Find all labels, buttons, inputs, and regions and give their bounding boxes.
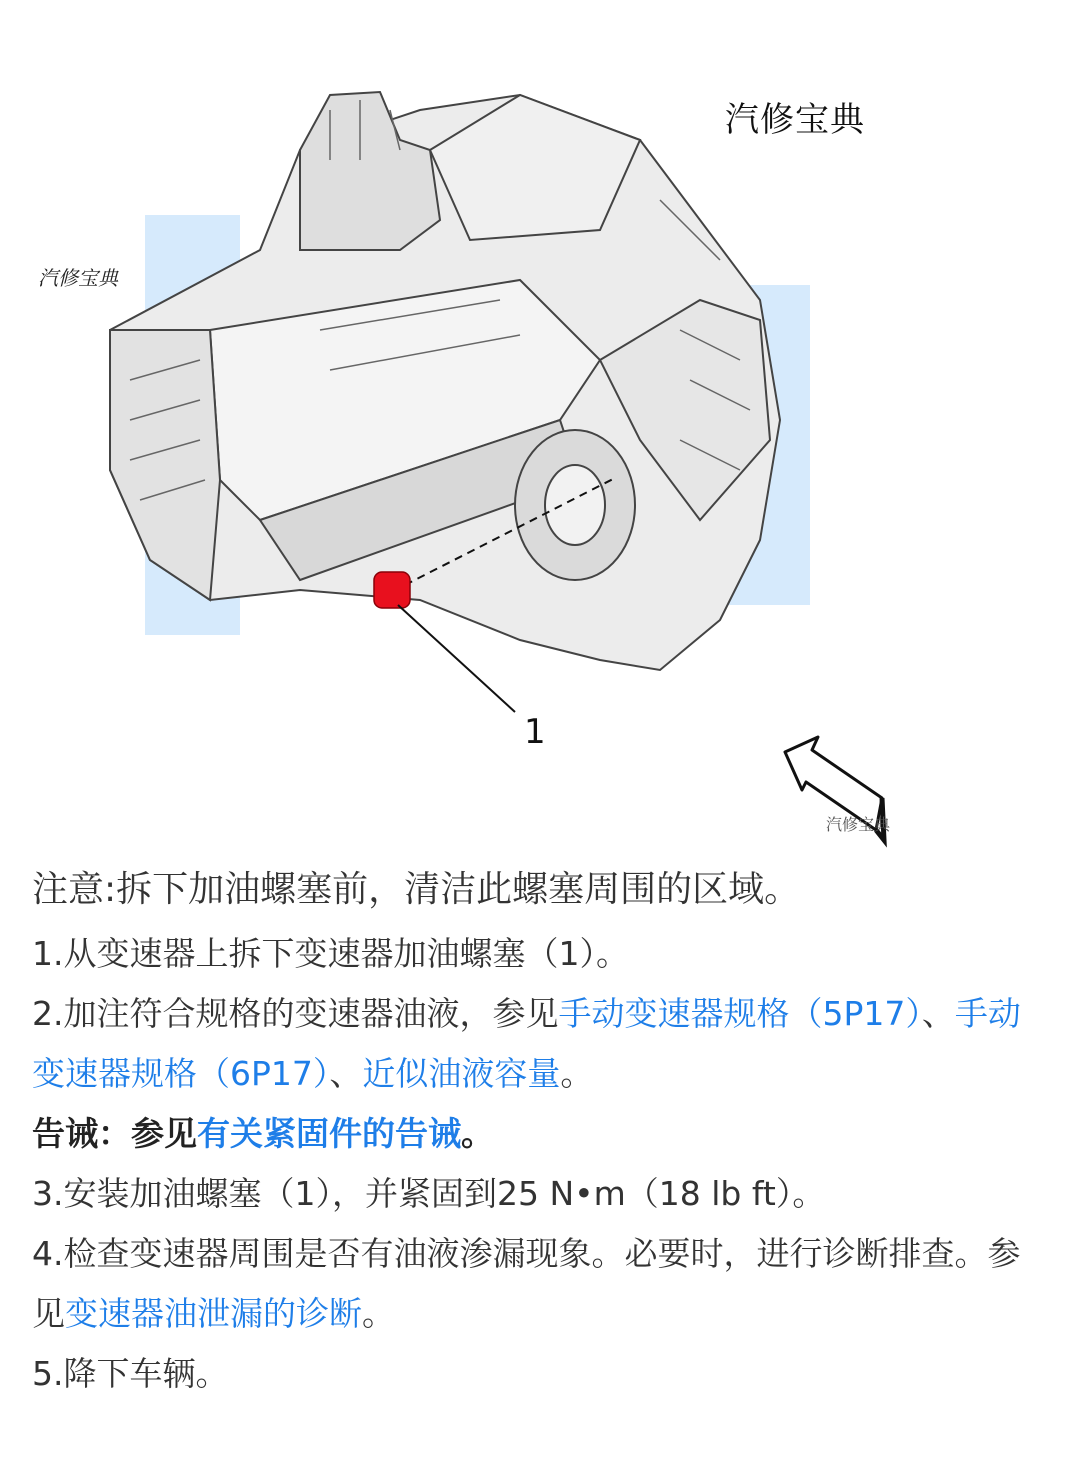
separator: 、	[329, 1054, 363, 1093]
link-manual-trans-spec-6p17[interactable]: 手动变速器规格（6P17）	[32, 994, 1021, 1093]
step-4-end: 。	[362, 1294, 395, 1333]
watermark-text: 汽修宝典	[725, 100, 865, 140]
step-2-text: 2.加注符合规格的变速器油液，参见	[32, 994, 559, 1033]
step-2-end: 。	[560, 1054, 594, 1093]
callout-number: 1	[524, 712, 546, 752]
watermark-arrow-text: 汽修宝典	[826, 815, 891, 834]
caution-note: 注意:拆下加油螺塞前，清洁此螺塞周围的区域。	[32, 869, 801, 910]
link-fastener-caution[interactable]: 有关紧固件的告诫	[197, 1114, 461, 1153]
link-manual-trans-spec-5p17[interactable]: 手动变速器规格（5P17）	[558, 994, 922, 1033]
link-fluid-leak-diagnosis[interactable]: 变速器油泄漏的诊断	[65, 1294, 362, 1333]
fill-plug	[374, 572, 410, 608]
link-fluid-capacity[interactable]: 近似油液容量	[362, 1054, 561, 1093]
procedure-text	[32, 858, 1052, 1404]
warning-note	[32, 1104, 1052, 1164]
warning-prefix: 告诫：参见	[32, 1114, 197, 1153]
step-3: 3.安装加油螺塞（1），并紧固到25 N•m（18 lb ft）。	[32, 1174, 826, 1213]
step-4	[32, 1224, 1052, 1344]
step-5: 5.降下车辆。	[32, 1354, 229, 1393]
step-1: 1.从变速器上拆下变速器加油螺塞（1）。	[32, 934, 629, 973]
separator: 、	[921, 994, 955, 1033]
warning-end: 。	[461, 1114, 494, 1153]
step-2	[32, 984, 1052, 1104]
transmission-housing	[110, 92, 780, 670]
step-4-text: 4.检查变速器周围是否有油液渗漏现象。必要时，进行诊断排查。参见	[32, 1234, 1021, 1333]
watermark-small-text: 汽修宝典	[38, 266, 118, 290]
